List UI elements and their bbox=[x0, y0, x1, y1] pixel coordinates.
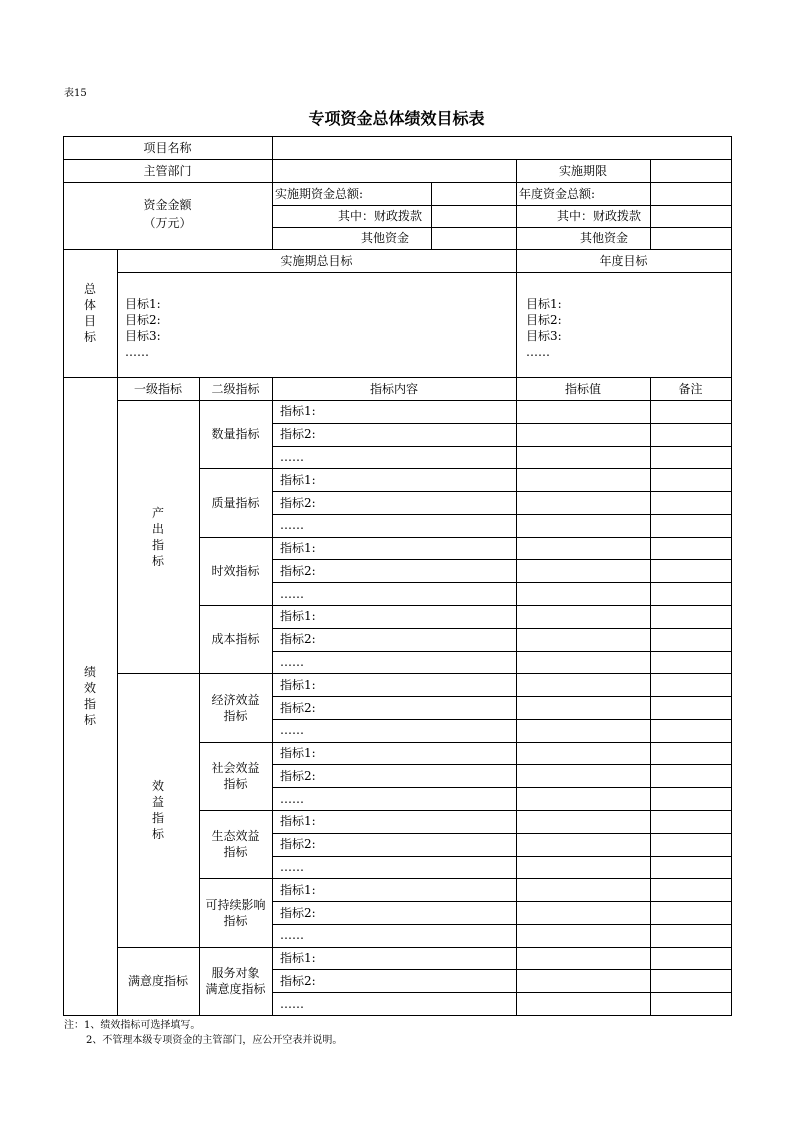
indicator-row-ecological-3: …… bbox=[280, 859, 304, 874]
indicator-row-cost-2: 指标2: bbox=[280, 632, 316, 647]
indicator-row-social-1: 指标1: bbox=[280, 746, 316, 761]
sub-social-label-2: 指标 bbox=[223, 776, 248, 791]
year-goal-1: 目标1: bbox=[526, 297, 562, 311]
sub-quantity-label: 数量指标 bbox=[211, 427, 260, 442]
indicator-row-timeliness-1: 指标1: bbox=[280, 541, 316, 556]
period-goal-1: 目标1: bbox=[125, 297, 161, 311]
content-header: 指标内容 bbox=[369, 381, 418, 396]
indicator-row-cost-1: 指标1: bbox=[280, 609, 316, 624]
fiscal-year-label: 其中：财政拨款 bbox=[556, 209, 641, 223]
indicator-row-social-2: 指标2: bbox=[280, 768, 316, 783]
note-1: 注：1、绩效指标可选择填写。 bbox=[64, 1020, 201, 1031]
indicator-row-quality-1: 指标1: bbox=[280, 472, 316, 487]
period-goal-3: 目标3: bbox=[125, 329, 161, 343]
sub-service-satisfaction-label-1: 服务对象 bbox=[211, 965, 260, 980]
year-goal-4: …… bbox=[526, 345, 550, 359]
indicator-row-timeliness-3: …… bbox=[280, 586, 304, 601]
project-name-label: 项目名称 bbox=[143, 140, 192, 155]
performance-goal-table bbox=[63, 136, 731, 1015]
notes bbox=[64, 1018, 342, 1048]
sub-quality-label: 质量指标 bbox=[211, 495, 260, 510]
other-period-label: 其他资金 bbox=[360, 231, 409, 245]
overall-goal-label: 总体目标 bbox=[83, 282, 96, 344]
fiscal-period-label: 其中：财政拨款 bbox=[337, 209, 422, 223]
year-goal-header: 年度目标 bbox=[599, 253, 648, 268]
indicator-row-social-3: …… bbox=[280, 791, 304, 806]
note-header: 备注 bbox=[678, 381, 703, 396]
indicator-row-sustainable-3: …… bbox=[280, 928, 304, 943]
indicator-row-quantity-3: …… bbox=[280, 449, 304, 464]
dept-label: 主管部门 bbox=[143, 163, 192, 178]
indicator-row-service-satisfaction-1: 指标1: bbox=[280, 951, 316, 966]
level2-header: 二级指标 bbox=[211, 381, 260, 396]
sub-economic-label-1: 经济效益 bbox=[211, 692, 260, 707]
total-year-label: 年度资金总额: bbox=[519, 186, 596, 201]
indicator-row-quality-2: 指标2: bbox=[280, 495, 316, 510]
sub-sustainable-label-2: 指标 bbox=[223, 913, 248, 928]
indicator-row-quantity-2: 指标2: bbox=[280, 427, 316, 442]
sub-service-satisfaction-label-2: 满意度指标 bbox=[205, 981, 266, 996]
indicator-row-timeliness-2: 指标2: bbox=[280, 563, 316, 578]
sub-economic-label-2: 指标 bbox=[223, 708, 248, 723]
table-number: 表15 bbox=[64, 88, 87, 99]
indicator-row-quantity-1: 指标1: bbox=[280, 404, 316, 419]
document-title: 专项资金总体绩效目标表 bbox=[308, 109, 485, 128]
fund-unit: （万元） bbox=[143, 216, 192, 230]
output-indicator-label: 产出指标 bbox=[151, 505, 164, 568]
note-2: 2、不管理本级专项资金的主管部门，应公开空表并说明。 bbox=[86, 1035, 343, 1046]
sub-ecological-label-2: 指标 bbox=[223, 845, 248, 860]
indicator-row-quality-3: …… bbox=[280, 518, 304, 533]
sub-cost-label: 成本指标 bbox=[211, 632, 260, 647]
performance-indicator-label: 绩效指标 bbox=[83, 665, 96, 727]
satisfaction-indicator-label: 满意度指标 bbox=[127, 973, 188, 988]
benefit-indicator-label: 效益指标 bbox=[151, 779, 164, 841]
period-goal-2: 目标2: bbox=[125, 313, 161, 327]
period-goal-header: 实施期总目标 bbox=[280, 253, 353, 268]
indicator-row-cost-3: …… bbox=[280, 654, 304, 669]
indicator-row-ecological-1: 指标1: bbox=[280, 814, 316, 829]
indicator-row-sustainable-2: 指标2: bbox=[280, 905, 316, 920]
sub-timeliness-label: 时效指标 bbox=[211, 563, 260, 578]
year-goal-3: 目标3: bbox=[526, 329, 562, 343]
year-goal-2: 目标2: bbox=[526, 313, 562, 327]
other-year-label: 其他资金 bbox=[579, 231, 628, 245]
indicator-row-economic-2: 指标2: bbox=[280, 700, 316, 715]
sub-ecological-label-1: 生态效益 bbox=[211, 829, 260, 844]
indicator-row-service-satisfaction-2: 指标2: bbox=[280, 973, 316, 988]
indicator-row-economic-3: …… bbox=[280, 723, 304, 738]
indicator-row-economic-1: 指标1: bbox=[280, 677, 316, 692]
period-label: 实施期限 bbox=[558, 163, 607, 178]
period-goal-4: …… bbox=[125, 345, 149, 359]
indicator-row-ecological-2: 指标2: bbox=[280, 837, 316, 852]
fund-label: 资金金额 bbox=[143, 198, 192, 212]
level1-header: 一级指标 bbox=[133, 381, 182, 396]
sub-social-label-1: 社会效益 bbox=[211, 760, 260, 775]
value-header: 指标值 bbox=[564, 381, 601, 396]
indicator-row-sustainable-1: 指标1: bbox=[280, 882, 316, 897]
indicator-row-service-satisfaction-3: …… bbox=[280, 996, 304, 1011]
total-period-label: 实施期资金总额: bbox=[275, 186, 364, 201]
sub-sustainable-label-1: 可持续影响 bbox=[205, 897, 266, 912]
